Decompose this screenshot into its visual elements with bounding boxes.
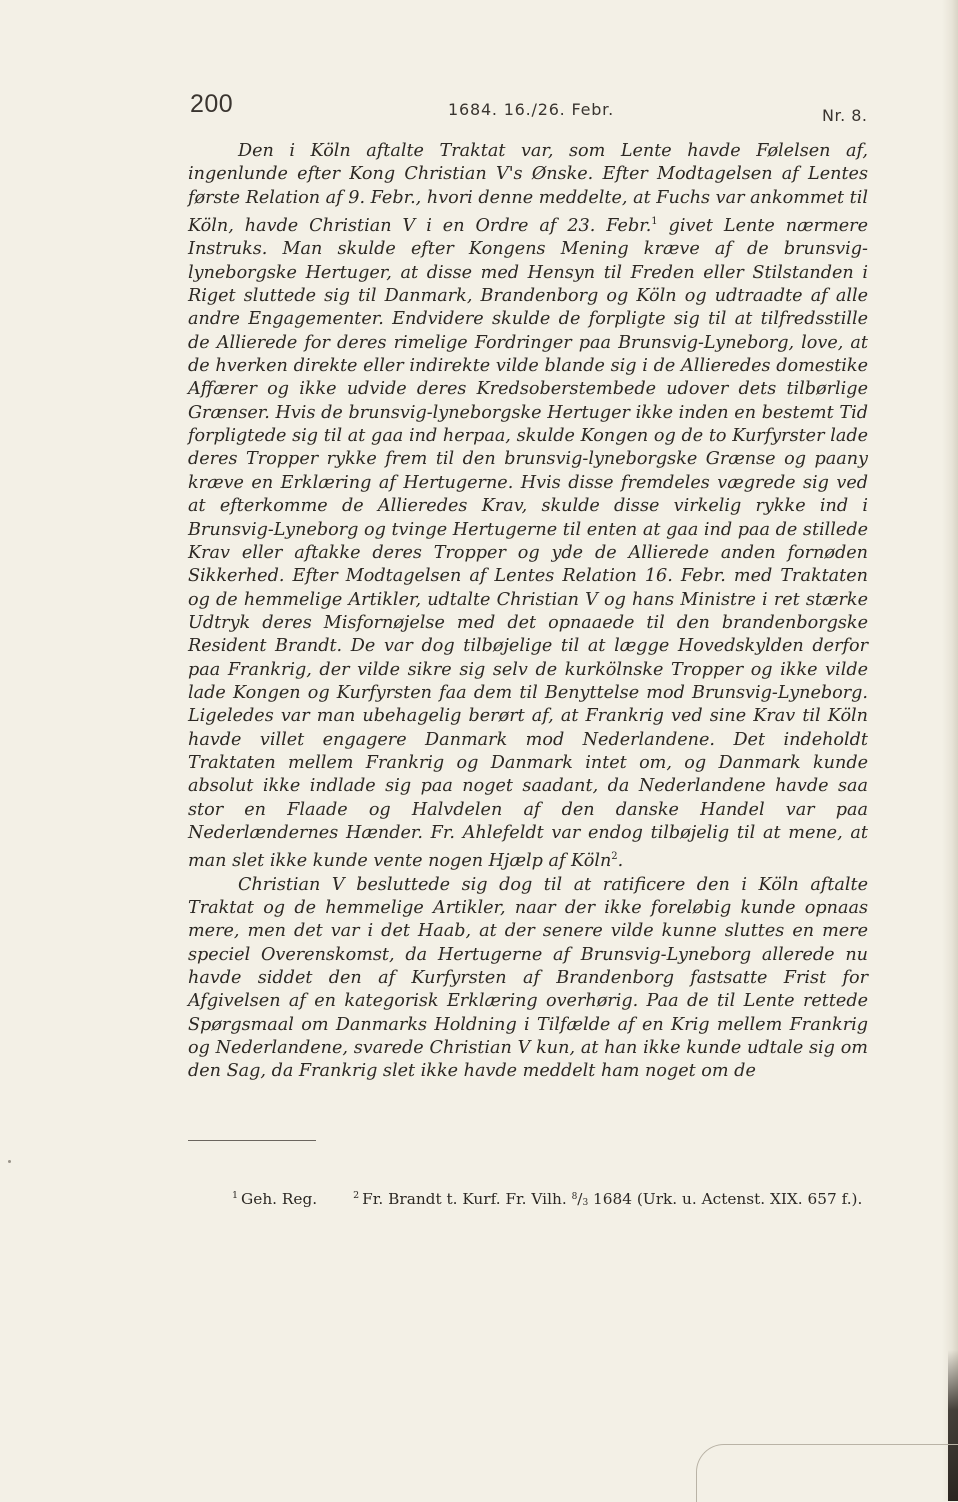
footnote-2-fraction-slash: / <box>577 1190 583 1208</box>
footnote-2-marker: 2 <box>353 1190 360 1201</box>
footnote-divider <box>188 1140 316 1141</box>
footnote-2-text-b: 1684 (Urk. u. Actenst. XIX. 657 f.). <box>588 1190 863 1208</box>
main-text <box>188 140 868 1084</box>
footnote-1 <box>232 1190 317 1208</box>
footnotes <box>188 1184 868 1215</box>
footnote-1-text: Geh. Reg. <box>241 1190 318 1208</box>
margin-speck <box>8 1160 11 1163</box>
page-corner-crease <box>696 1444 958 1502</box>
footnote-ref-1: 1 <box>651 216 658 228</box>
page-number: 200 <box>190 90 234 118</box>
footnote-2 <box>353 1190 862 1208</box>
page-edge <box>942 0 958 1501</box>
paragraph-1-text-b: givet Lente nærmere Instruks. Man skulde efter Kongens Mening kræve af de brunsvig-lyneborgske Hertuger, at disse med Hensyn til Freden eller Stilstanden i Riget sluttede sig til Danmark, Brandenborg og Köln og udtraadte af alle andre Engagementer. Endvidere skulde de forpligte sig til at tilfredsstille de Allierede for deres rimelige Fordringer paa Brunsvig-Lyneborg, love, at de hverken direkte eller indirekte vilde blande sig i de Allieredes domestike Affærer og ikke udvide deres Kredsoberstembede udover dets tilbørlige Grænser. Hvis de brunsvig-lyneborgske Hertuger ikke inden en bestemt Tid forpligtede sig til at gaa ind herpaa, skulde Kongen og de to Kurfyrster lade deres Tropper rykke frem til den brunsvig-lyneborgske Grænse og paany kræve en Erklæring af Hertugerne. Hvis disse fremdeles vægrede sig ved at efterkomme de Allieredes Krav, skulde disse virkelig rykke ind i Brunsvig-Lyneborg og tvinge Hertugerne til enten at gaa ind paa de stillede Krav eller aftakke deres Tropper og yde de Allierede anden fornøden Sikkerhed. Efter Modtagelsen af Lentes Relation 16. Febr. med Traktaten og de hemmelige Artikler, udtalte Christian V og hans Ministre i ret stærke Udtryk deres Misfornøjelse med det opnaaede til den brandenborgske Resident Brandt. De var dog tilbøjelige til at lægge Hovedskylden derfor paa Frankrig, der vilde sikre sig selv de kurkölnske Tropper og ikke vilde lade Kongen og Kurfyrsten faa dem til Benyttelse mod Brunsvig-Lyneborg. Ligeledes var man ubehagelig berørt af, at Frankrig ved sine Krav til Köln havde villet engagere Danmark mod Nederlandene. Det indeholdt Traktaten mellem Frankrig og Danmark intet om, og Danmark kunde absolut ikke indlade sig paa noget saadant, da Nederlandene havde saa stor en Flaade og Halvdelen af den danske Handel var paa Nederlændernes Hænder. Fr. Ahlefeldt var endog tilbøjelig til at mene, at man slet ikke kunde vente nogen Hjælp af Köln <box>188 216 868 872</box>
paragraph-1-text-a: Den i Köln aftalte Traktat var, som Lente havde Følelsen af, ingenlunde efter Kong Christian V's Ønske. Efter Modtagelsen af Lentes første Relation af 9. Febr., hvori denne meddelte, at Fuchs var ankommet til Köln, havde Christian V i en Ordre af 23. Febr. <box>188 141 868 237</box>
running-header-date: 1684. 16./26. Febr. <box>448 100 614 119</box>
footnote-1-marker: 1 <box>232 1190 239 1201</box>
paragraph-1-end: . <box>617 851 624 872</box>
footnote-ref-2: 2 <box>611 851 618 863</box>
footnote-2-fraction-denominator: 3 <box>582 1198 589 1208</box>
running-header-number: Nr. 8. <box>822 106 868 125</box>
footnote-2-fraction-numerator: 8 <box>571 1192 578 1202</box>
paragraph-2: Christian V besluttede sig dog til at ratificere den i Köln aftalte Traktat og de hemmelige Artikler, naar der ikke foreløbig kunde opnaas mere, men det var i det Haab, at der senere vilde kunne sluttes en mere speciel Overenskomst, da Hertugerne af Brunsvig-Lyneborg allerede nu havde siddet den af Kurfyrsten af Brandenborg fastsatte Frist for Afgivelsen af en kategorisk Erklæring overhørig. Paa de til Lente rettede Spørgsmaal om Danmarks Holdning i Tilfælde af en Krig mellem Frankrig og Nederlandene, svarede Christian V kun, at han ikke kunde udtale sig om den Sag, da Frankrig slet ikke havde meddelt ham noget om de <box>188 874 868 1082</box>
paragraph-1 <box>188 140 868 874</box>
footnote-2-text-a: Fr. Brandt t. Kurf. Fr. Vilh. <box>362 1190 572 1208</box>
